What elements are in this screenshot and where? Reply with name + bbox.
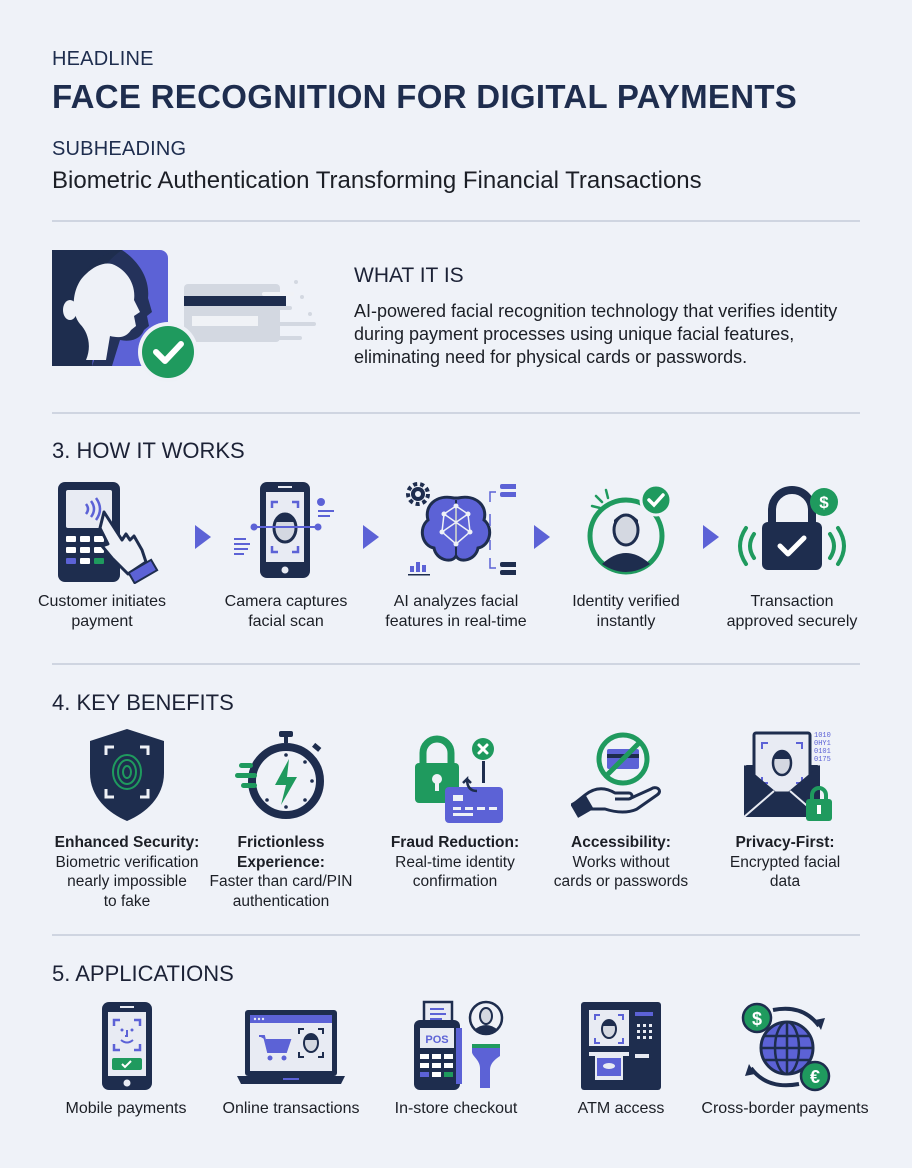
benefit-title: Privacy-First: xyxy=(735,834,835,851)
step-identity-verified xyxy=(546,474,706,632)
benefit-text: nearly impossible xyxy=(67,873,187,890)
benefit-enhanced-security xyxy=(42,725,212,911)
lock-card-fraud-icon xyxy=(370,725,540,833)
benefit-text: Encrypted facial xyxy=(729,853,841,871)
benefit-accessibility xyxy=(536,725,706,892)
app-cross-border-payments xyxy=(700,998,870,1118)
pos-terminal-tap-icon xyxy=(22,474,182,584)
euro-icon: € xyxy=(809,1067,821,1087)
page-subtitle: Biometric Authentication Transforming Financial Transactions xyxy=(52,167,702,194)
benefit-privacy-first xyxy=(700,725,870,892)
step-customer-initiates xyxy=(22,474,182,632)
what-it-is-description xyxy=(354,300,837,369)
step-ai-analyzes xyxy=(376,474,536,632)
svg-text:1010: 1010 xyxy=(814,732,831,740)
headline-label: HEADLINE xyxy=(52,48,154,70)
fingerprint-shield-icon xyxy=(42,725,212,833)
step-transaction-approved xyxy=(712,474,872,632)
benefit-text: data xyxy=(769,873,801,890)
step-caption: Identity verified xyxy=(572,593,680,610)
app-caption: ATM access xyxy=(577,1100,665,1117)
benefit-text: cards or passwords xyxy=(553,873,689,890)
pos-label: POS xyxy=(425,1034,449,1046)
page-title: FACE RECOGNITION FOR DIGITAL PAYMENTS xyxy=(52,78,798,115)
step-caption: payment xyxy=(71,613,133,630)
dollar-icon: $ xyxy=(751,1009,763,1029)
step-caption: AI analyzes facial xyxy=(393,593,519,610)
app-caption: Mobile payments xyxy=(65,1100,187,1117)
step-caption: approved securely xyxy=(726,613,858,630)
app-mobile-payments xyxy=(41,998,211,1118)
benefit-text: Real-time identity xyxy=(395,853,515,871)
benefit-text: authentication xyxy=(232,892,330,910)
benefit-text: Faster than card/PIN xyxy=(209,873,353,890)
step-caption: instantly xyxy=(596,613,656,630)
benefit-text: confirmation xyxy=(412,873,498,890)
description-line: during payment processes using unique facial features, xyxy=(354,324,795,344)
benefit-text: to fake xyxy=(103,892,151,910)
benefit-title: Accessibility: xyxy=(571,834,671,851)
applications-title: 5. APPLICATIONS xyxy=(52,961,234,986)
svg-text:0175: 0175 xyxy=(814,756,831,764)
phone-face-scan-icon xyxy=(206,474,366,584)
lock-approved-dollar-icon xyxy=(712,474,872,584)
app-caption: Cross-border payments xyxy=(701,1100,869,1117)
benefit-text: Biometric verification xyxy=(55,853,199,871)
benefit-title: Frictionless xyxy=(237,834,325,851)
divider xyxy=(52,412,860,414)
app-online-transactions xyxy=(206,998,376,1118)
globe-currency-exchange-icon xyxy=(700,998,870,1094)
divider xyxy=(52,934,860,936)
what-it-is-title: WHAT IT IS xyxy=(354,264,464,287)
face-profile-verified-card-icon xyxy=(52,250,332,390)
step-caption: Transaction xyxy=(750,593,834,610)
pos-scanner-icon xyxy=(371,998,541,1094)
svg-text:$: $ xyxy=(819,493,829,512)
app-caption: In-store checkout xyxy=(394,1100,518,1117)
step-caption: features in real-time xyxy=(385,613,527,630)
atm-face-icon xyxy=(536,998,706,1094)
hand-no-card-icon xyxy=(536,725,706,833)
benefit-title: Enhanced Security: xyxy=(54,834,200,851)
step-camera-captures xyxy=(206,474,366,632)
benefit-title: Experience: xyxy=(237,853,325,871)
divider xyxy=(52,663,860,665)
description-line: AI-powered facial recognition technology that verifies identity xyxy=(354,301,838,321)
benefit-fraud-reduction xyxy=(370,725,540,892)
svg-text:0101: 0101 xyxy=(814,748,831,756)
app-caption: Online transactions xyxy=(222,1100,360,1117)
svg-text:0HY1: 0HY1 xyxy=(814,740,831,748)
subheading-label: SUBHEADING xyxy=(52,138,187,160)
step-caption: Customer initiates xyxy=(37,593,167,610)
app-atm-access xyxy=(536,998,706,1118)
encrypted-envelope-icon xyxy=(700,725,870,833)
mobile-face-id-icon xyxy=(41,998,211,1094)
stopwatch-lightning-icon xyxy=(196,725,366,833)
benefit-text: Works without xyxy=(572,853,670,871)
user-verified-icon xyxy=(546,474,706,584)
step-caption: Camera captures xyxy=(224,593,348,610)
step-caption: facial scan xyxy=(248,613,324,630)
description-line: eliminating need for physical cards or passwords. xyxy=(354,347,748,367)
how-it-works-title: 3. HOW IT WORKS xyxy=(52,438,245,463)
app-in-store-checkout xyxy=(371,998,541,1118)
benefit-frictionless-experience xyxy=(196,725,366,911)
ai-brain-network-icon xyxy=(376,474,536,584)
benefit-title: Fraud Reduction: xyxy=(390,834,520,851)
key-benefits-title: 4. KEY BENEFITS xyxy=(52,690,234,715)
divider xyxy=(52,220,860,222)
laptop-cart-face-icon xyxy=(206,998,376,1094)
